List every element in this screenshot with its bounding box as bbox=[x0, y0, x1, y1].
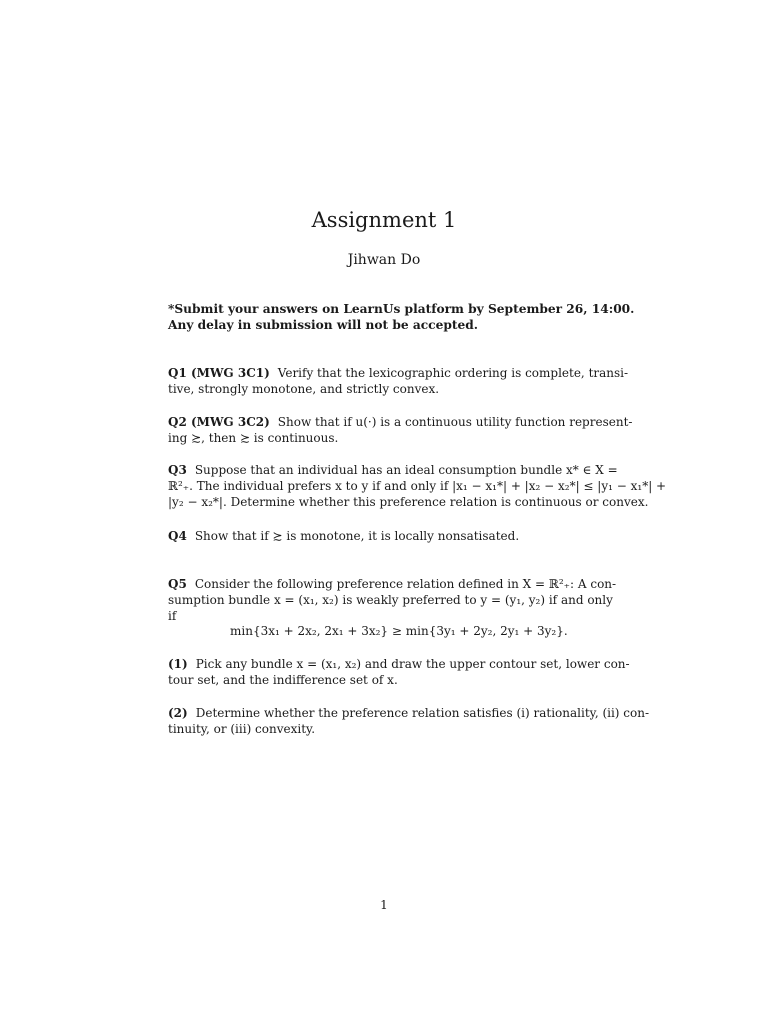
display-equation: min{3x₁ + 2x₂, 2x₁ + 3x₂} ≥ min{3y₁ + 2y₂, 2y₁ + 3y₂}. bbox=[230, 624, 568, 638]
question-text: |y₂ − x₂*|. Determine whether this preference relation is continuous or convex. bbox=[168, 495, 649, 509]
part-text: tour set, and the indifference set of x. bbox=[168, 673, 398, 687]
question-heading: Q5 bbox=[168, 577, 187, 591]
part-heading: (2) bbox=[168, 706, 188, 720]
question-q2 bbox=[168, 414, 633, 446]
question-q5 bbox=[168, 576, 617, 624]
question-text: ℝ²₊. The individual prefers x to y if and only if |x₁ − x₁*| + |x₂ − x₂*| ≤ |y₁ − x₁*| + bbox=[168, 479, 667, 493]
question-text: Suppose that an individual has an ideal consumption bundle x* ∈ X = bbox=[194, 463, 618, 477]
notice-line: Any delay in submission will not be accepted. bbox=[168, 318, 479, 332]
part-1 bbox=[168, 656, 630, 688]
question-text: Verify that the lexicographic ordering is complete, transi- bbox=[277, 366, 629, 380]
page-number: 1 bbox=[380, 898, 388, 912]
submission-notice bbox=[168, 301, 635, 333]
part-text: Pick any bundle x = (x₁, x₂) and draw the upper contour set, lower con- bbox=[195, 657, 630, 671]
question-text: Show that if u(·) is a continuous utility function represent- bbox=[277, 415, 633, 429]
notice-line: *Submit your answers on LearnUs platform by September 26, 14:00. bbox=[168, 302, 635, 316]
document-title: Assignment 1 bbox=[311, 208, 457, 232]
question-text: ing ≿, then ≿ is continuous. bbox=[168, 431, 339, 445]
question-q4 bbox=[168, 528, 608, 544]
question-q3 bbox=[168, 462, 667, 510]
question-q1 bbox=[168, 365, 629, 397]
question-text: tive, strongly monotone, and strictly convex. bbox=[168, 382, 440, 396]
document-author: Jihwan Do bbox=[347, 252, 421, 268]
question-text: if bbox=[168, 609, 177, 623]
part-text: Determine whether the preference relation satisfies (i) rationality, (ii) con- bbox=[195, 706, 650, 720]
part-heading: (1) bbox=[168, 657, 188, 671]
part-text: tinuity, or (iii) convexity. bbox=[168, 722, 316, 736]
question-heading: Q2 (MWG 3C2) bbox=[168, 415, 270, 429]
question-text: Show that if ≿ is monotone, it is locally nonsatisated. bbox=[194, 529, 520, 543]
question-heading: Q1 (MWG 3C1) bbox=[168, 366, 270, 380]
part-2 bbox=[168, 705, 650, 737]
question-heading: Q4 bbox=[168, 529, 187, 543]
question-text: Consider the following preference relation defined in X = ℝ²₊: A con- bbox=[194, 577, 617, 591]
question-text: sumption bundle x = (x₁, x₂) is weakly preferred to y = (y₁, y₂) if and only bbox=[168, 593, 613, 607]
question-heading: Q3 bbox=[168, 463, 187, 477]
